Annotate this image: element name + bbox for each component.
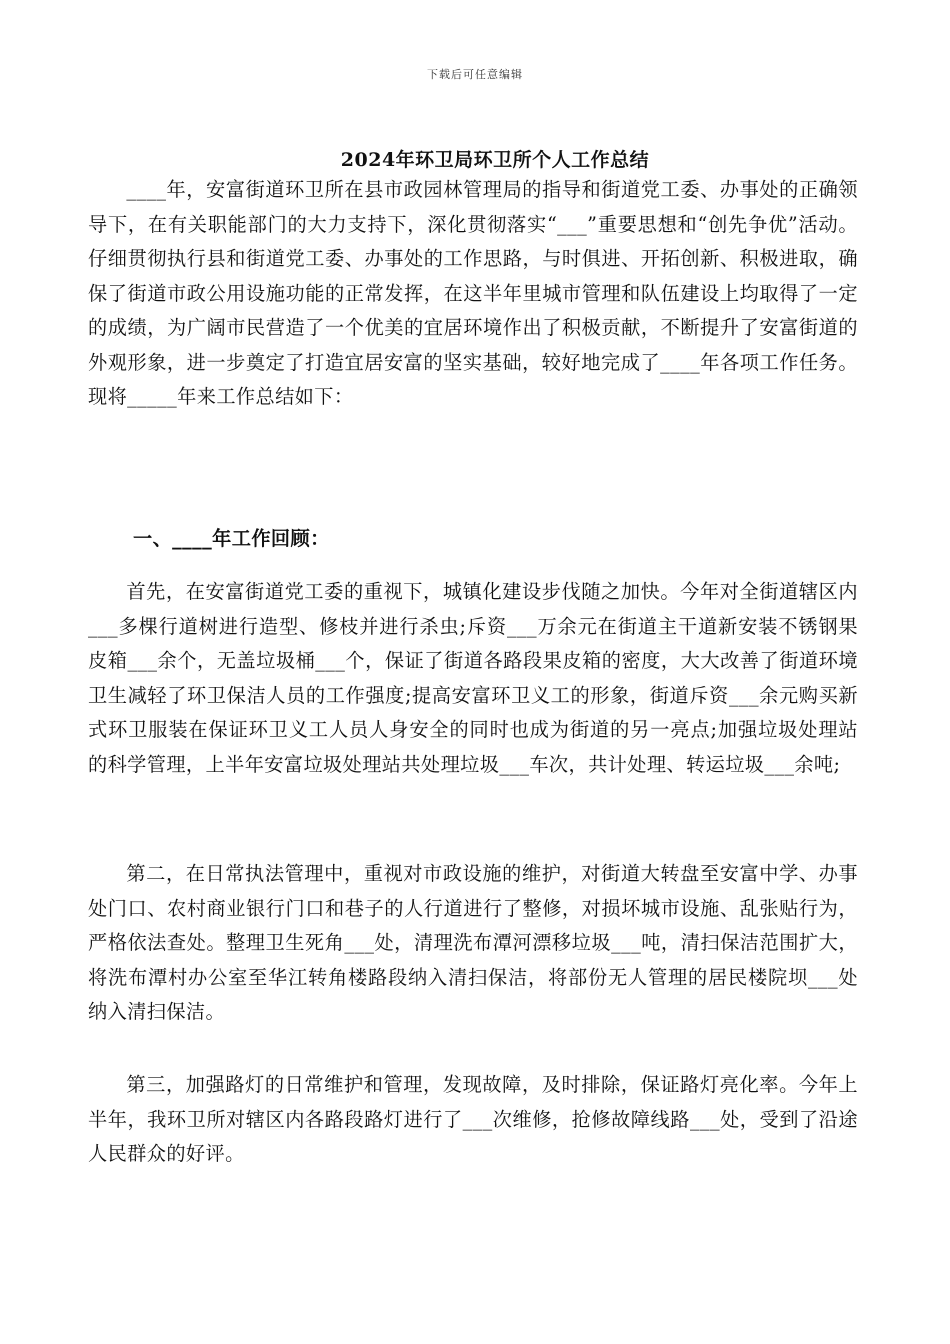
paragraph-second: 第二，在日常执法管理中，重视对市政设施的维护，对街道大转盘至安富中学、办事处门口、农村商业银行门口和巷子的人行道进行了整修，对损坏城市设施、乱张贴行为，严格依法查处。整理卫生死角___处，清理洗布潭河漂移垃圾___吨，清扫保洁范围扩大，将洗布潭村办公室至华江转角楼路段纳入清扫保洁，将部份无人管理的居民楼院坝___处纳入清扫保洁。 <box>88 862 858 1023</box>
section-heading: 一、____年工作回顾： <box>133 527 330 550</box>
paragraph-first: 首先，在安富街道党工委的重视下，城镇化建设步伐随之加快。今年对全街道辖区内___多棵行道树进行造型、修枝并进行杀虫;斥资___万余元在街道主干道新安装不锈钢果皮箱___余个，无盖垃圾桶___个，保证了街道各路段果皮箱的密度，大大改善了街道环境卫生减轻了环卫保洁人员的工作强度;提高安富环卫义工的形象，街道斥资___余元购买新式环卫服装在保证环卫义工人员人身安全的同时也成为街道的另一亮点;加强垃圾处理站的科学管理，上半年安富垃圾处理站共处理垃圾___车次，共计处理、转运垃圾___余吨; <box>88 580 858 776</box>
paragraph-third: 第三，加强路灯的日常维护和管理，发现故障，及时排除，保证路灯亮化率。今年上半年，我环卫所对辖区内各路段路灯进行了___次维修，抢修故障线路___处，受到了沿途人民群众的好评。 <box>88 1073 858 1165</box>
document-title: 2024年环卫局环卫所个人工作总结 <box>340 149 650 171</box>
intro-paragraph: ____年，安富街道环卫所在县市政园林管理局的指导和街道党工委、办事处的正确领导下，在有关职能部门的大力支持下，深化贯彻落实“___”重要思想和“创先争优”活动。仔细贯彻执行县和街道党工委、办事处的工作思路，与时俱进、开拓创新、积极进取，确保了街道市政公用设施功能的正常发挥，在这半年里城市管理和队伍建设上均取得了一定的成绩，为广阔市民营造了一个优美的宜居环境作出了积极贡献，不断提升了安富街道的外观形象，进一步奠定了打造宜居安富的坚实基础，较好地完成了____年各项工作任务。现将_____年来工作总结如下： <box>88 178 858 408</box>
header-note: 下载后可任意编辑 <box>427 68 523 81</box>
